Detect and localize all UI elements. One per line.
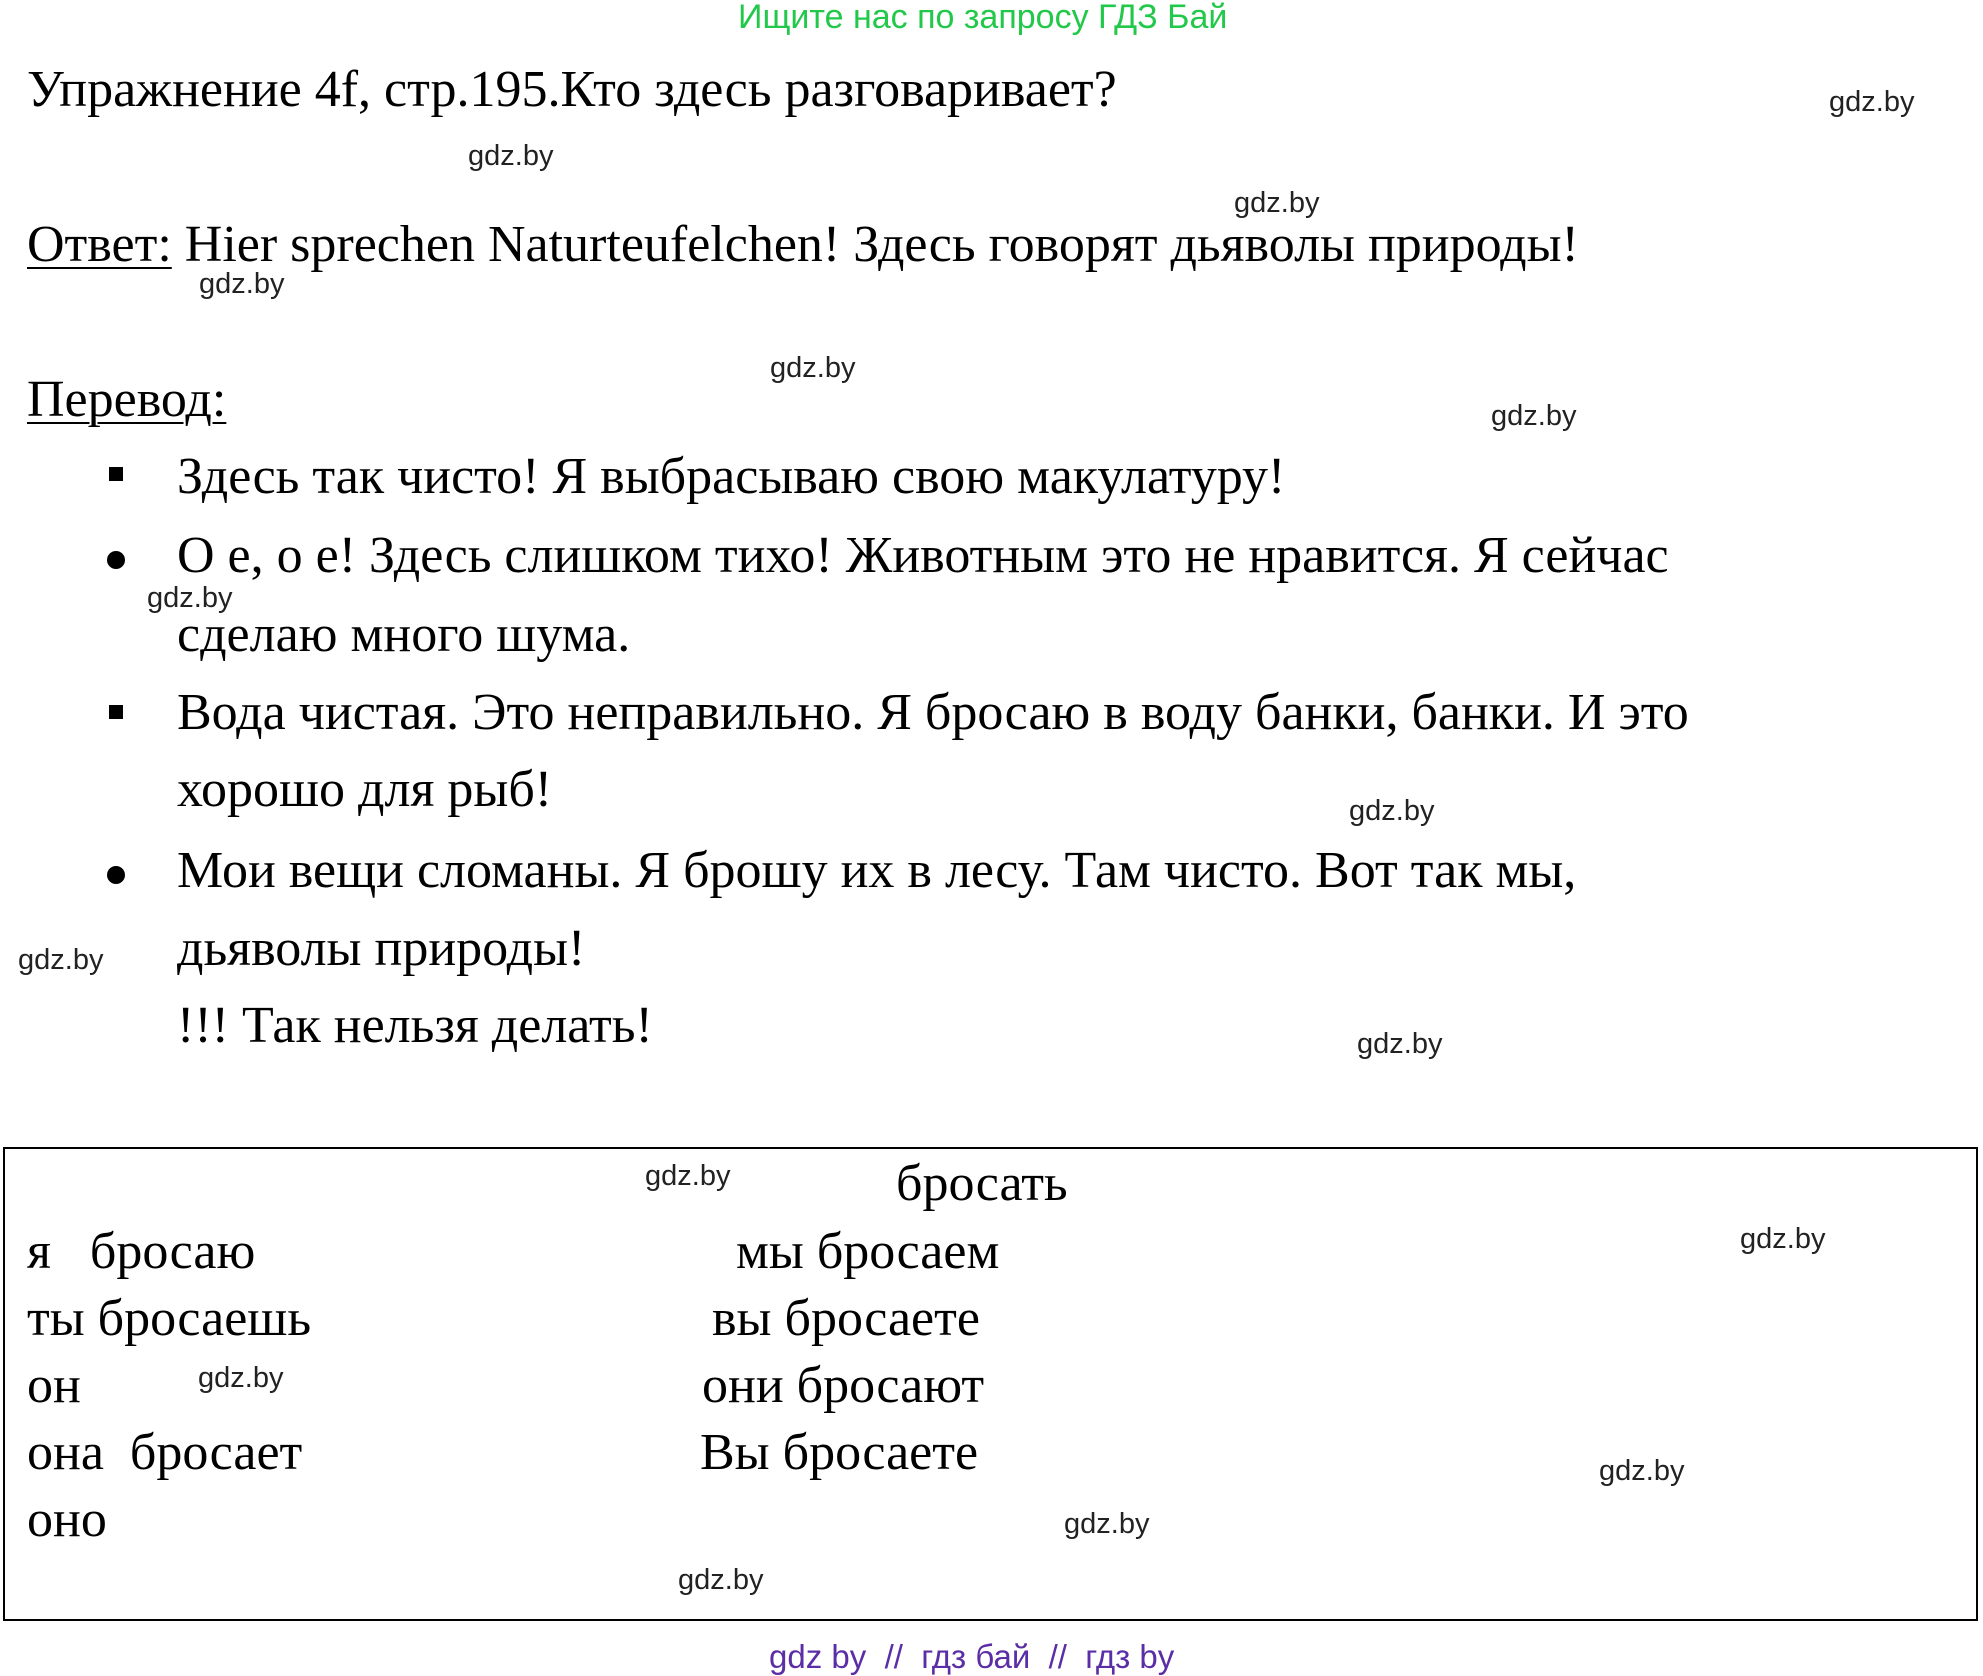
conjugation-plural-3: они бросают [702, 1357, 985, 1414]
watermark: gdz.by [1064, 1508, 1150, 1540]
translation-item-1-line-1: Здесь так чисто! Я выбрасываю свою макулатуру! [177, 448, 1286, 505]
watermark: gdz.by [198, 1362, 284, 1394]
watermark: gdz.by [1740, 1223, 1826, 1255]
conjugation-singular-3a: он [27, 1357, 81, 1414]
watermark: gdz.by [1491, 400, 1577, 432]
answer-line [27, 216, 1579, 273]
round-bullet-icon [107, 551, 125, 569]
translation-item-3-line-2: хорошо для рыб! [177, 761, 553, 818]
conjugation-singular-2: ты бросаешь [27, 1290, 312, 1347]
translation-item-4-line-1: Мои вещи сломаны. Я брошу их в лесу. Там чисто. Вот так мы, [177, 842, 1577, 899]
translation-label: Перевод: [27, 371, 227, 428]
conjugation-singular-1: я бросаю [27, 1223, 256, 1280]
footer-links[interactable]: gdz by // гдз бай // гдз by [769, 1638, 1175, 1675]
watermark: gdz.by [1829, 86, 1915, 118]
translation-item-2-line-2: сделаю много шума. [177, 606, 631, 663]
watermark: gdz.by [678, 1564, 764, 1596]
square-bullet-icon [109, 467, 123, 481]
watermark: gdz.by [147, 582, 233, 614]
watermark: gdz.by [1599, 1455, 1685, 1487]
watermark: gdz.by [1349, 795, 1435, 827]
translation-item-2-line-1: О е, о е! Здесь слишком тихо! Животным это не нравится. Я сейчас [177, 527, 1669, 584]
round-bullet-icon [107, 866, 125, 884]
conjugation-table [3, 1147, 1978, 1621]
watermark: gdz.by [18, 944, 104, 976]
watermark: gdz.by [199, 268, 285, 300]
watermark: gdz.by [645, 1160, 731, 1192]
translation-item-3-line-1: Вода чистая. Это неправильно. Я бросаю в воду банки, банки. И это [177, 684, 1689, 741]
answer-label: Ответ: [27, 216, 172, 273]
conjugation-plural-1: мы бросаем [736, 1223, 1000, 1280]
answer-text: Hier sprechen Naturteufelchen! Здесь говорят дьяволы природы! [184, 216, 1579, 273]
conjugation-singular-3b: она бросает [27, 1424, 303, 1481]
watermark: gdz.by [770, 352, 856, 384]
conjugation-polite: Вы бросаете [700, 1424, 979, 1481]
translation-item-4-line-2: дьяволы природы! [177, 920, 586, 977]
conjugation-singular-3c: оно [27, 1491, 107, 1548]
square-bullet-icon [109, 705, 123, 719]
translation-note: !!! Так нельзя делать! [177, 997, 653, 1054]
exercise-title: Упражнение 4f, стр.195.Кто здесь разговаривает? [27, 61, 1117, 118]
watermark: gdz.by [1234, 187, 1320, 219]
watermark: gdz.by [1357, 1028, 1443, 1060]
watermark: gdz.by [468, 140, 554, 172]
conjugation-verb: бросать [896, 1155, 1068, 1212]
top-banner[interactable]: Ищите нас по запросу ГДЗ Бай [738, 0, 1228, 36]
conjugation-plural-2: вы бросаете [712, 1290, 980, 1347]
